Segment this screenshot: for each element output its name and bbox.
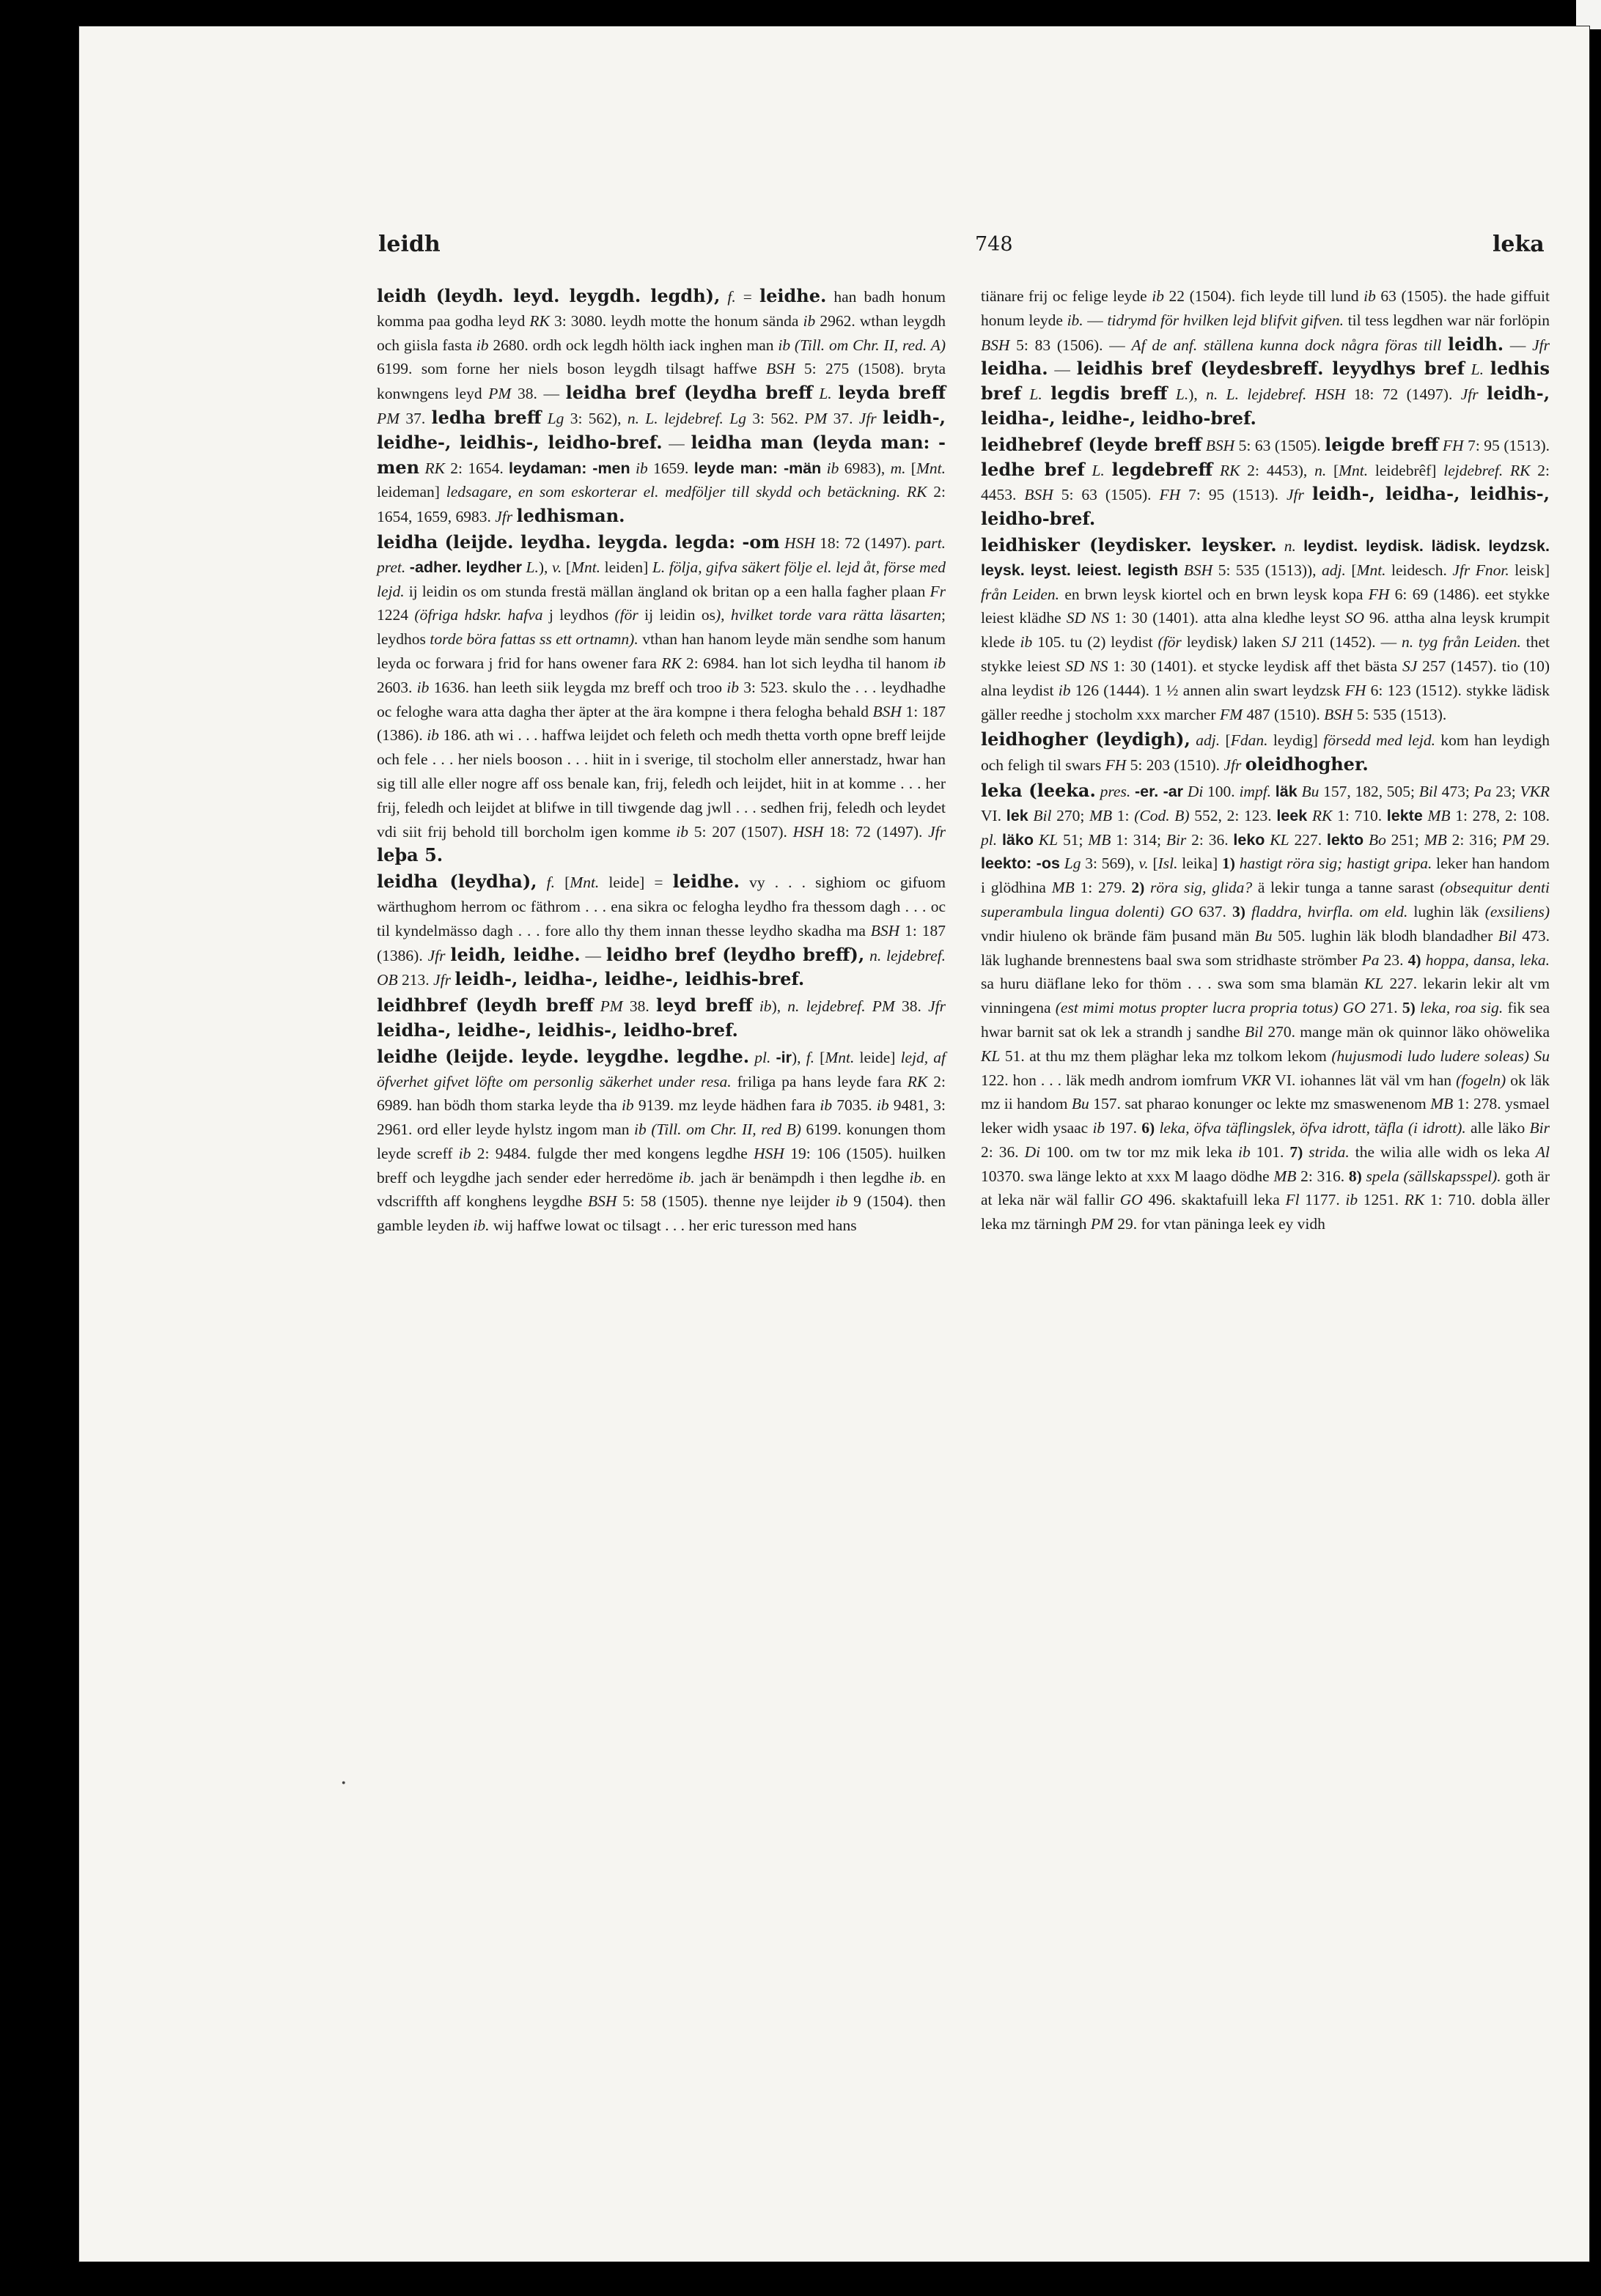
dictionary-entry: leka (leeka. pres. -er. -ar Di 100. impf. läk Bu 157, 182, 505; Bil 473; Pa 23; VKR VI. lek Bil 270; MB 1: (Cod. B) 552, 2: 123. leek RK 1: 710. lekte MB 1: 278, 2: 108. pl. läko KL 51; MB 1: 314; Bir 2: 36. leko KL 227. lekto Bo 251; MB 2: 316; PM 29. leekto: -os Lg 3: 569), v. [Isl. leika] 1) hastigt röra sig; hastigt gripa. leker han handom i glödhina MB 1: 279. 2) röra sig, glida? ä lekir tunga a tanne sarast (obsequitur denti superambula lingua dolenti) GO 637. 3) fladdra, hvirfla. om eld. lughin läk (exsiliens) vndir hiuleno ok brände fäm þusand män Bu 505. lughin läk blodh blandadher Bil 473. läk lughande brennestens baal swa som stridhaste strömber Pa 23. 4) hoppa, dansa, leka. sa huru diäflane leko for thöm . . . swa som sma blamän KL 227. lekarin lekir alt vm vinningena (est mimi motus propter lucra propria totus) GO 271. 5) leka, roa sig. fik sea hwar barnit sat ok lek a strandh j sandhe Bil 270. mange män ok quinnor läko ohöwelika KL 51. at thu mz them pläghar leka mz tolkom lekom (hujusmodi ludo ludere soleas) Su 122. hon . . . läk medh androm iomfrum VKR VI. iohannes lät väl vm han (fogeln) ok läk mz ii handom Bu 157. sat pharao konunger oc lekte mz smaswenenom MB 1: 278. ysmael leker widh ysaac ib 197. 6) leka, öfva täflingslek, öfva idrott, täfla (i idrott). alle läko Bir 2: 36. Di 100. om tw tor mz mik leka ib 101. 7) strida. the wilia alle widh os leka Al 10370. swa länge lekto at xxx M laago dödhe MB 2: 316. 8) spela (sällskapsspel). goth är at leka när wäl fallir GO 496. skaktafuill leka Fl 1177. ib 1251. RK 1: 710. dobla äller leka mz tärningh PM 29. for vtan päninga leek ey vidh bbox=[981, 779, 1550, 1233]
header-right-guideword: leka bbox=[1493, 232, 1545, 257]
dictionary-page bbox=[79, 26, 1589, 2262]
header-left-guideword: leidh bbox=[378, 232, 441, 257]
dictionary-entry: leidha (leydha), f. [Mnt. leide] = leidhe. vy . . . sighiom oc gifuom wärthughom herrom oc fäthrom . . . ena sikra oc felogha leydho fra thessom dagh . . . oc til kyndelmässo dagh . . . fore allo thy them innan thesse leydho skadha ma BSH 1: 187 (1386). Jfr leidh, leidhe. — leidho bref (leydho breff), n. lejdebref. OB 213. Jfr leidh-, leidha-, leidhe-, leidhis-bref. bbox=[377, 871, 946, 990]
scan-corner bbox=[1576, 0, 1601, 29]
dictionary-entry: tiänare frij oc felige leyde ib 22 (1504). fich leyde till lund ib 63 (1505). the hade giffuit honum leyde ib. — tidrymd för hvilken lejd blifvit gifven. til tess legdhen war när forlöpin BSH 5: 83 (1506). — Af de anf. ställena kunna dock några föras till leidh. — Jfr leidha. — leidhis bref (leydesbreff. leyydhys bref L. ledhis bref L. legdis breff L.), n. L. lejdebref. HSH 18: 72 (1497). Jfr leidh-, leidha-, leidhe-, leidho-bref. bbox=[981, 287, 1550, 429]
left-column bbox=[377, 284, 946, 1238]
dictionary-entry: leidhbref (leydh breff PM 38. leyd breff ib), n. lejdebref. PM 38. Jfr leidha-, leidhe-, leidhis-, leidho-bref. bbox=[377, 994, 946, 1041]
dictionary-entry: leidh (leydh. leyd. leygdh. legdh), f. = leidhe. han badh honum komma paa godha leyd RK 3: 3080. leydh motte the honum sända ib 2962. wthan leygdh och giisla fasta ib 2680. ordh ock legdh hölth iack inghen man ib (Till. om Chr. II, red. A) 6199. som forne her niels boson leygdh tilsagt haffwe BSH 5: 275 (1508). bryta konwngens leyd PM 38. — leidha bref (leydha breff L. leyda breff PM 37. ledha breff Lg 3: 562), n. L. lejdebref. Lg 3: 562. PM 37. Jfr leidh-, leidhe-, leidhis-, leidho-bref. — leidha man (leyda man: -men RK 2: 1654. leydaman: -men ib 1659. leyde man: -män ib 6983), m. [Mnt. leideman] ledsagare, en som eskorterar el. medföljer till skydd och betäckning. RK 2: 1654, 1659, 6983. Jfr ledhisman. bbox=[377, 285, 946, 527]
right-column bbox=[981, 284, 1550, 1236]
running-head bbox=[79, 223, 1589, 259]
dictionary-entry: leidhebref (leyde breff BSH 5: 63 (1505). leigde breff FH 7: 95 (1513). ledhe bref L. legdebreff RK 2: 4453), n. [Mnt. leidebrêf] lejdebref. RK 2: 4453. BSH 5: 63 (1505). FH 7: 95 (1513). Jfr leidh-, leidha-, leidhis-, leidho-bref. bbox=[981, 433, 1550, 530]
page-number: 748 bbox=[975, 233, 1013, 256]
dictionary-entry: leidha (leijde. leydha. leygda. legda: -om HSH 18: 72 (1497). part. pret. -adher. leydher L.), v. [Mnt. leiden] L. följa, gifva säkert följe el. lejd åt, förse med lejd. ij leidin os om stunda frestä mällan ängland ok britan op a een halla fagher plaan Fr 1224 (öfriga hdskr. hafva j leydhos (för ij leidin os), hvilket torde vara rätta läsarten; leydhos torde böra fattas ss ett ortnamn). vthan han hanom leyde män sendhe som hanum leyda oc forwara j frid for hans owener fara RK 2: 6984. han lot sich leydha til hanom ib 2603. ib 1636. han leeth siik leygda mz breff och troo ib 3: 523. skulo the . . . leydhadhe oc feloghe wara atta dagha ther äpter at the ära kompne i thera felogha behald BSH 1: 187 (1386). ib 186. ath wi . . . haffwa leijdet och feleth och medh thetta vorth opne breff leijde och fele . . . her niels booson . . . hiit in i sverige, til stocholm eller annerstadz, hwar han sig till alle eller nogre aff oss benale kan, frij, feledh och leijdet, hiit in at komme . . . her frij, feledh och leijdet at blifwe in till tiwgende dag jwll . . . sedhen frij, feledh och leydet vdi siit frij behold till borcholm igen komme ib 5: 207 (1507). HSH 18: 72 (1497). Jfr leþa 5. bbox=[377, 531, 946, 866]
dictionary-entry: leidhogher (leydigh), adj. [Fdan. leydig] försedd med lejd. kom han leydigh och feligh til swars FH 5: 203 (1510). Jfr oleidhogher. bbox=[981, 728, 1550, 775]
margin-mark: · bbox=[340, 1771, 347, 1796]
dictionary-entry: leidhisker (leydisker. leysker. n. leydist. leydisk. lädisk. leydzsk. leysk. leyst. leiest. legisth BSH 5: 535 (1513)), adj. [Mnt. leidesch. Jfr Fnor. leisk] från Leiden. en brwn leysk kiortel och en brwn leysk kopa FH 6: 69 (1486). eet stykke leiest klädhe SD NS 1: 30 (1401). atta alna kledhe leyst SO 96. attha alna leysk krumpit klede ib 105. tu (2) leydist (för leydisk) laken SJ 211 (1452). — n. tyg från Leiden. thet stykke leiest SD NS 1: 30 (1401). et stycke leydisk aff thet bästa SJ 257 (1457). tio (10) alna leydist ib 126 (1444). 1 ½ annen alin swart leydzsk FH 6: 123 (1512). stykke lädisk gäller reedhe j stocholm xxx marcher FM 487 (1510). BSH 5: 535 (1513). bbox=[981, 534, 1550, 723]
dictionary-entry: leidhe (leijde. leyde. leygdhe. legdhe. pl. -ir), f. [Mnt. leide] lejd, af öfverhet gifvet löfte om personlig säkerhet under resa. friliga pa hans leyde fara RK 2: 6989. han bödh thom starka leyde tha ib 9139. mz leyde hädhen fara ib 7035. ib 9481, 3: 2961. ord eller leyde hylstz ingom man ib (Till. om Chr. II, red B) 6199. konungen thom leyde screff ib 2: 9484. fulgde ther med kongens legdhe HSH 19: 106 (1505). huilken breff och leygdhe jach sender eder herredöme ib. jach är benämpdh i then legdhe ib. en vdscriffth aff konghens leygdhe BSH 5: 58 (1505). thenne nye leijder ib 9 (1504). then gamble leyden ib. wij haffwe lowat oc tilsagt . . . her eric turesson med hans bbox=[377, 1045, 946, 1235]
